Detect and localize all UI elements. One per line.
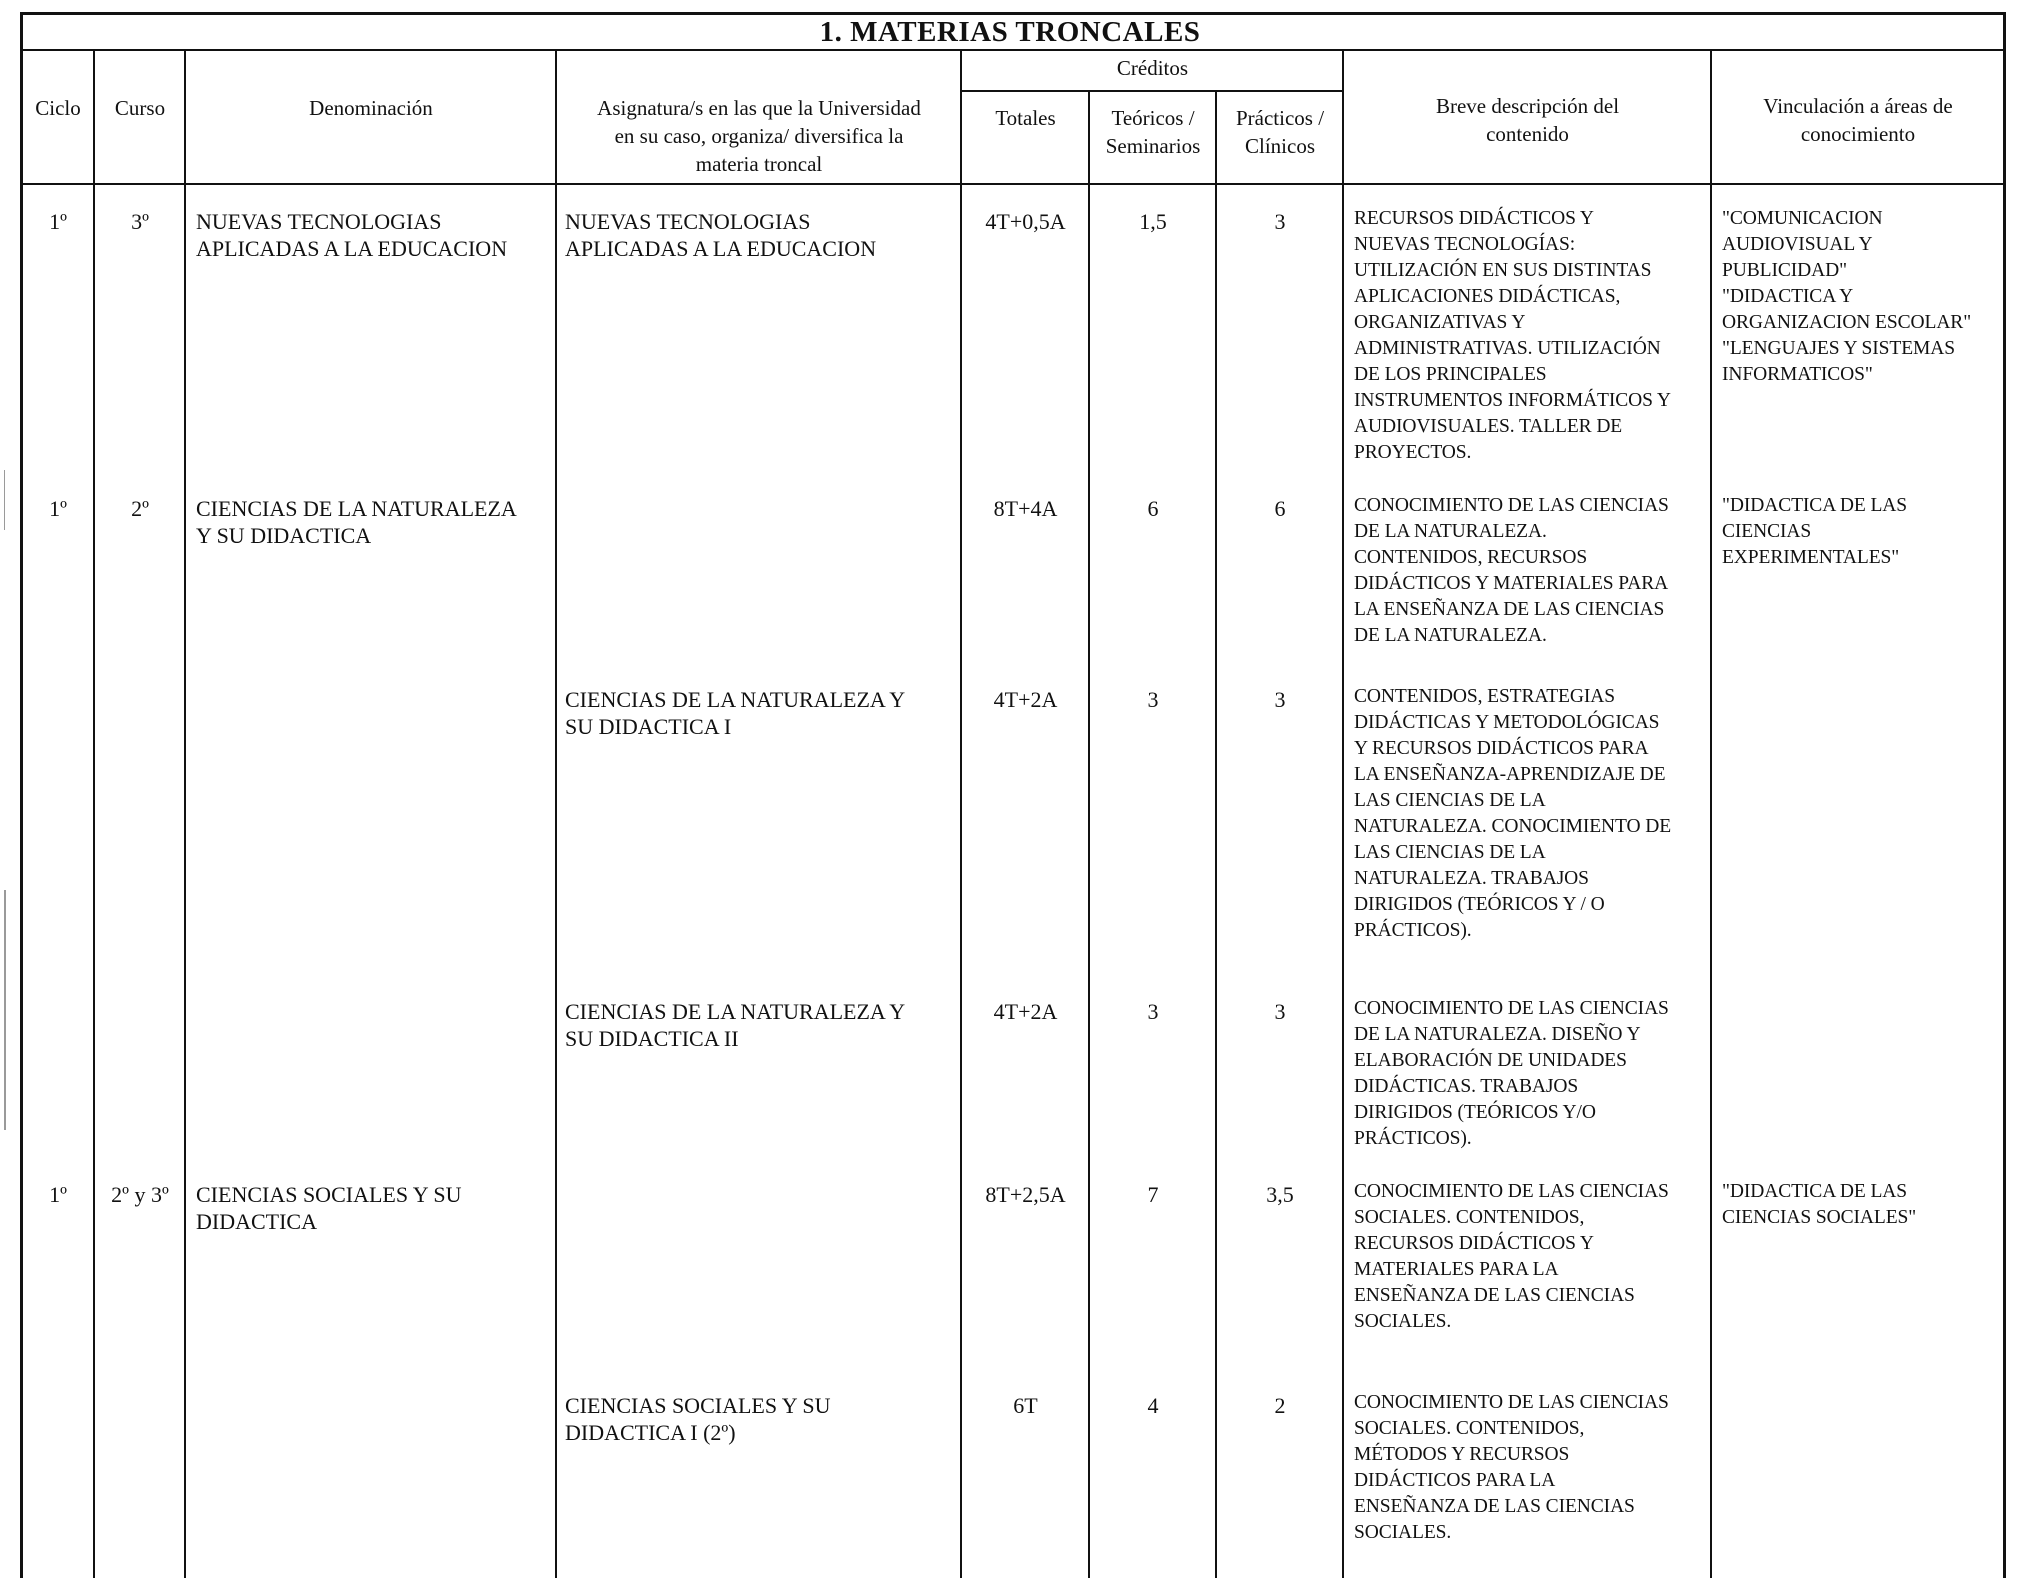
cell-teoricos: 6 [1147, 496, 1159, 521]
cell-totales: 8T+2,5A [985, 1182, 1066, 1207]
cell-descripcion: RECURSOS DIDÁCTICOS Y NUEVAS TECNOLOGÍAS: UTILIZACIÓN EN SUS DISTINTAS APLICACIONES DIDÁCTICAS, ORGANIZATIVAS Y ADMINISTRATIVAS. UTILIZACIÓN DE LOS PRINCIPALES INSTRUMENTOS INFORMÁTICOS Y AUDIOVISUALES. TALLER DE PROYECTOS. [1354, 208, 1671, 463]
cell-practicos: 3 [1274, 999, 1286, 1024]
scan-mark [4, 470, 5, 530]
cell-asignatura: CIENCIAS DE LA NATURALEZA Y SU DIDACTICA I [565, 687, 906, 739]
table-border-left [20, 12, 23, 1578]
cell-vinculacion: "DIDACTICA DE LAS CIENCIAS EXPERIMENTALES" [1722, 495, 1908, 568]
col-divider-practicos [1342, 50, 1344, 1578]
cell-teoricos: 7 [1147, 1182, 1159, 1207]
cell-curso: 3º [131, 209, 149, 234]
col-divider-asignatura [960, 50, 962, 1578]
col-divider-denominacion [555, 50, 557, 1578]
col-divider-ciclo [93, 50, 95, 1578]
page-title: 1. MATERIAS TRONCALES [819, 16, 1201, 48]
col-divider-descripcion [1710, 50, 1712, 1578]
cell-totales: 6T [1013, 1393, 1038, 1418]
header-totales: Totales [995, 106, 1056, 130]
header-practicos: Prácticos / Clínicos [1235, 106, 1325, 158]
cell-practicos: 6 [1274, 496, 1286, 521]
header-divider [20, 183, 2004, 185]
cell-asignatura: CIENCIAS SOCIALES Y SU DIDACTICA I (2º) [565, 1393, 831, 1445]
cell-asignatura: NUEVAS TECNOLOGIAS APLICADAS A LA EDUCACION [565, 209, 877, 261]
col-divider-teoricos [1215, 91, 1217, 1578]
cell-descripcion: CONOCIMIENTO DE LAS CIENCIAS DE LA NATURALEZA. DISEÑO Y ELABORACIÓN DE UNIDADES DIDÁCTICAS. TRABAJOS DIRIGIDOS (TEÓRICOS Y/O PRÁCTICOS). [1354, 998, 1669, 1149]
cell-practicos: 3 [1274, 209, 1286, 234]
cell-ciclo: 1º [49, 496, 67, 521]
header-teoricos: Teóricos / Seminarios [1105, 106, 1201, 158]
header-curso: Curso [114, 96, 166, 120]
cell-practicos: 3 [1274, 687, 1286, 712]
col-divider-curso [184, 50, 186, 1578]
header-creditos: Créditos [1116, 56, 1189, 80]
cell-descripcion: CONOCIMIENTO DE LAS CIENCIAS SOCIALES. CONTENIDOS, MÉTODOS Y RECURSOS DIDÁCTICOS PARA LA ENSEÑANZA DE LAS CIENCIAS SOCIALES. [1354, 1392, 1669, 1543]
cell-vinculacion: "COMUNICACION AUDIOVISUAL Y PUBLICIDAD" "DIDACTICA Y ORGANIZACION ESCOLAR" "LENGUAJES Y SISTEMAS INFORMATICOS" [1722, 208, 1972, 385]
scan-mark [4, 890, 6, 1130]
table-border-top [20, 12, 2004, 15]
cell-teoricos: 4 [1147, 1393, 1159, 1418]
cell-totales: 4T+2A [993, 687, 1058, 712]
cell-ciclo: 1º [49, 209, 67, 234]
header-descripcion: Breve descripción del contenido [1435, 94, 1620, 146]
cell-descripcion: CONTENIDOS, ESTRATEGIAS DIDÁCTICAS Y METODOLÓGICAS Y RECURSOS DIDÁCTICOS PARA LA ENSEÑANZA-APRENDIZAJE DE LAS CIENCIAS DE LA NATURALEZA. CONOCIMIENTO DE LAS CIENCIAS DE LA NATURALEZA. TRABAJOS DIRIGIDOS (TEÓRICOS Y / O PRÁCTICOS). [1354, 686, 1672, 941]
cell-descripcion: CONOCIMIENTO DE LAS CIENCIAS DE LA NATURALEZA. CONTENIDOS, RECURSOS DIDÁCTICOS Y MATERIALES PARA LA ENSEÑANZA DE LAS CIENCIAS DE LA NATURALEZA. [1354, 495, 1669, 646]
title-divider [20, 49, 2004, 51]
header-ciclo: Ciclo [35, 96, 81, 120]
cell-teoricos: 1,5 [1139, 209, 1167, 234]
header-denominacion: Denominación [309, 96, 433, 120]
cell-vinculacion: "DIDACTICA DE LAS CIENCIAS SOCIALES" [1722, 1181, 1917, 1228]
cell-totales: 4T+2A [993, 999, 1058, 1024]
cell-denominacion: CIENCIAS DE LA NATURALEZA Y SU DIDACTICA [196, 496, 517, 548]
header-asignatura: Asignatura/s en las que la Universidad en su caso, organiza/ diversifica la materia troncal [597, 96, 921, 176]
cell-ciclo: 1º [49, 1182, 67, 1207]
col-divider-totales [1088, 91, 1090, 1578]
cell-curso: 2º [131, 496, 149, 521]
header-vinculacion: Vinculación a áreas de conocimiento [1763, 94, 1953, 146]
cell-totales: 4T+0,5A [985, 209, 1066, 234]
cell-descripcion: CONOCIMIENTO DE LAS CIENCIAS SOCIALES. CONTENIDOS, RECURSOS DIDÁCTICOS Y MATERIALES PARA LA ENSEÑANZA DE LAS CIENCIAS SOCIALES. [1354, 1181, 1669, 1332]
cell-teoricos: 3 [1147, 687, 1159, 712]
cell-denominacion: NUEVAS TECNOLOGIAS APLICADAS A LA EDUCACION [196, 209, 508, 261]
cell-teoricos: 3 [1147, 999, 1159, 1024]
cell-curso: 2º y 3º [111, 1182, 169, 1207]
cell-practicos: 2 [1274, 1393, 1286, 1418]
cell-totales: 8T+4A [993, 496, 1058, 521]
cell-practicos: 3,5 [1266, 1182, 1294, 1207]
cell-asignatura: CIENCIAS DE LA NATURALEZA Y SU DIDACTICA II [565, 999, 906, 1051]
cell-denominacion: CIENCIAS SOCIALES Y SU DIDACTICA [196, 1182, 462, 1234]
creditos-divider [960, 90, 1342, 92]
